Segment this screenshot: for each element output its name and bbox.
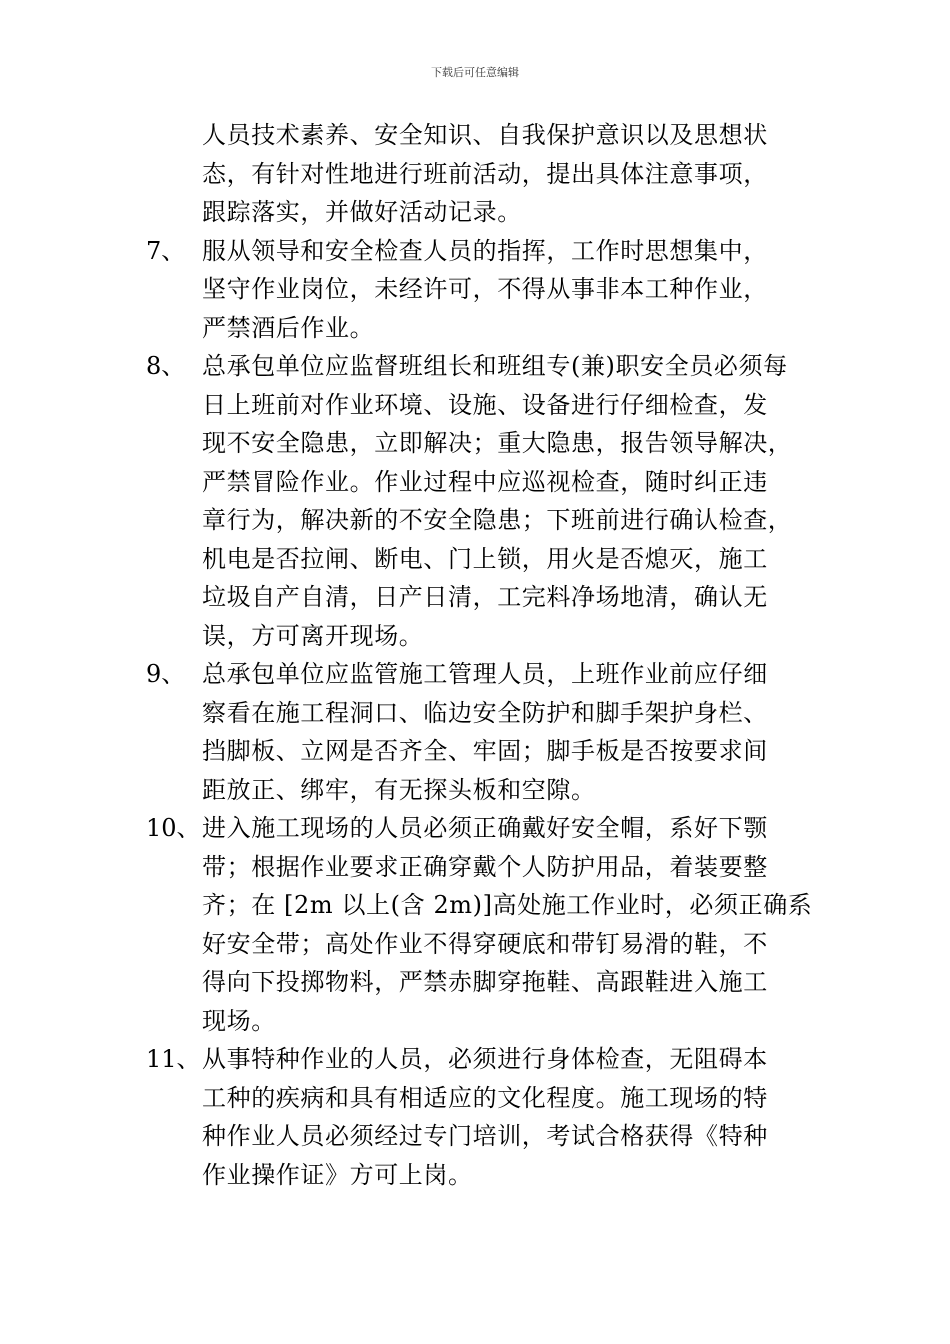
text-line: 进入施工现场的人员必须正确戴好安全帽，系好下颚 [202,814,768,842]
item-text [202,655,836,809]
item-text [202,1040,836,1194]
document-body [146,116,836,1194]
text-line: 从事特种作业的人员，必须进行身体检查，无阻碍本 [202,1045,768,1073]
text-line: 机电是否拉闸、断电、门上锁，用火是否熄灭，施工 [202,544,768,573]
list-item-7 [146,232,836,348]
text-line: 人员技术素养、安全知识、自我保护意识以及思想状 [202,121,768,149]
text-line: 察看在施工程洞口、临边安全防护和脚手架护身栏、 [202,698,768,727]
item-number: 10、 [146,814,201,842]
text-line: 得向下投掷物料，严禁赤脚穿拖鞋、高跟鞋进入施工 [202,968,768,996]
item-text [202,347,836,655]
text-line: 种作业人员必须经过专门培训，考试合格获得《特种 [202,1122,768,1150]
list-item-9 [146,655,836,809]
text-line: 现不安全隐患，立即解决；重大隐患，报告领导解决， [202,429,793,457]
item-number: 11、 [146,1045,201,1073]
text-line: 服从领导和安全检查人员的指挥，工作时思想集中， [202,236,768,265]
item-text [202,232,836,348]
text-line: 跟踪落实，并做好活动记录。 [202,198,522,226]
item-number: 9、 [146,660,186,688]
text-line: 现场。 [202,1006,276,1035]
text-line: 严禁冒险作业。作业过程中应巡视检查，随时纠正违 [202,467,768,496]
list-item-8 [146,347,836,655]
text-line: 严禁酒后作业。 [202,313,375,342]
text-line: 好安全带；高处作业不得穿硬底和带钉易滑的鞋，不 [202,929,768,958]
continued-paragraph [202,116,836,232]
text-line: 坚守作业岗位，未经许可，不得从事非本工种作业， [202,275,768,303]
text-line: 总承包单位应监督班组长和班组专(兼)职安全员必须每 [202,352,788,380]
text-line: 距放正、绑牢，有无探头板和空隙。 [202,775,596,804]
text-line: 作业操作证》方可上岗。 [202,1160,473,1189]
list-item-10 [146,809,836,1040]
text-line: 齐；在 [2m 以上(含 2m)]高处施工作业时，必须正确系 [202,891,813,919]
text-line: 总承包单位应监管施工管理人员，上班作业前应仔细 [202,660,768,688]
list-item-11 [146,1040,836,1194]
item-text [202,809,836,1040]
text-line: 垃圾自产自清，日产日清，工完料净场地清，确认无 [202,583,768,611]
page-header: 下载后可任意编辑 [431,66,519,79]
text-line: 章行为，解决新的不安全隐患；下班前进行确认检查， [202,506,793,534]
text-line: 误，方可离开现场。 [202,621,424,650]
text-line: 挡脚板、立网是否齐全、牢固；脚手板是否按要求间 [202,737,768,765]
text-line: 日上班前对作业环境、设施、设备进行仔细检查，发 [202,390,768,419]
item-number: 8、 [146,352,186,380]
text-line: 态，有针对性地进行班前活动，提出具体注意事项， [202,159,768,188]
item-number: 7、 [146,236,186,265]
text-line: 带；根据作业要求正确穿戴个人防护用品，着装要整 [202,852,768,881]
text-line: 工种的疾病和具有相适应的文化程度。施工现场的特 [202,1083,768,1112]
